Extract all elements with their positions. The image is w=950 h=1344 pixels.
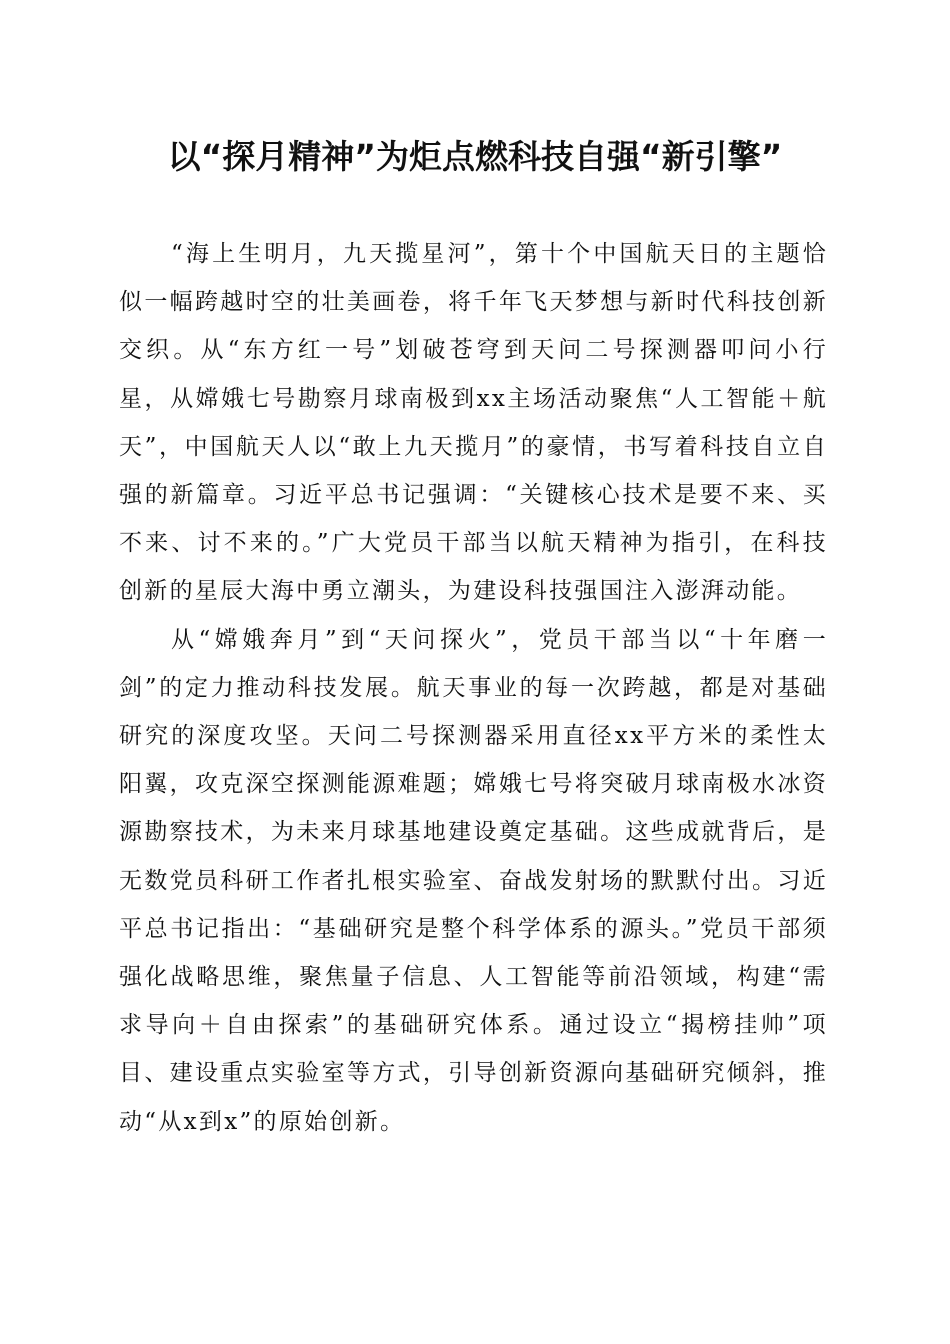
paragraph-1: “海上生明月，九天揽星河”，第十个中国航天日的主题恰似一幅跨越时空的壮美画卷，将千年飞天梦想与新时代科技创新交织。从“东方红一号”划破苍穹到天问二号探测器叩问小行星，从嫦娥七号勘察月球南极到xx主场活动聚焦“人工智能＋航天”，中国航天人以“敢上九天揽月”的豪情，书写着科技自立自强的新篇章。习近平总书记强调：“关键核心技术是要不来、买不来、讨不来的。”广大党员干部当以航天精神为指引，在科技创新的星辰大海中勇立潮头，为建设科技强国注入澎湃动能。 — [119, 241, 828, 605]
paragraph-2: 从“嫦娥奔月”到“天问探火”，党员干部当以“十年磨一剑”的定力推动科技发展。航天事业的每一次跨越，都是对基础研究的深度攻坚。天问二号探测器采用直径xx平方米的柔性太阳翼，攻克深空探测能源难题；嫦娥七号将突破月球南极水冰资源勘察技术，为未来月球基地建设奠定基础。这些成就背后，是无数党员科研工作者扎根实验室、奋战发射场的默默付出。习近平总书记指出：“基础研究是整个科学体系的源头。”党员干部须强化战略思维，聚焦量子信息、人工智能等前沿领域，构建“需求导向＋自由探索”的基础研究体系。通过设立“揭榜挂帅”项目、建设重点实验室等方式，引导创新资源向基础研究倾斜，推动“从x到x”的原始创新。 — [119, 626, 828, 1135]
document-title: 以“探月精神”为炬点燃科技自强“新引擎” — [167, 137, 783, 176]
document-body — [119, 230, 828, 1146]
